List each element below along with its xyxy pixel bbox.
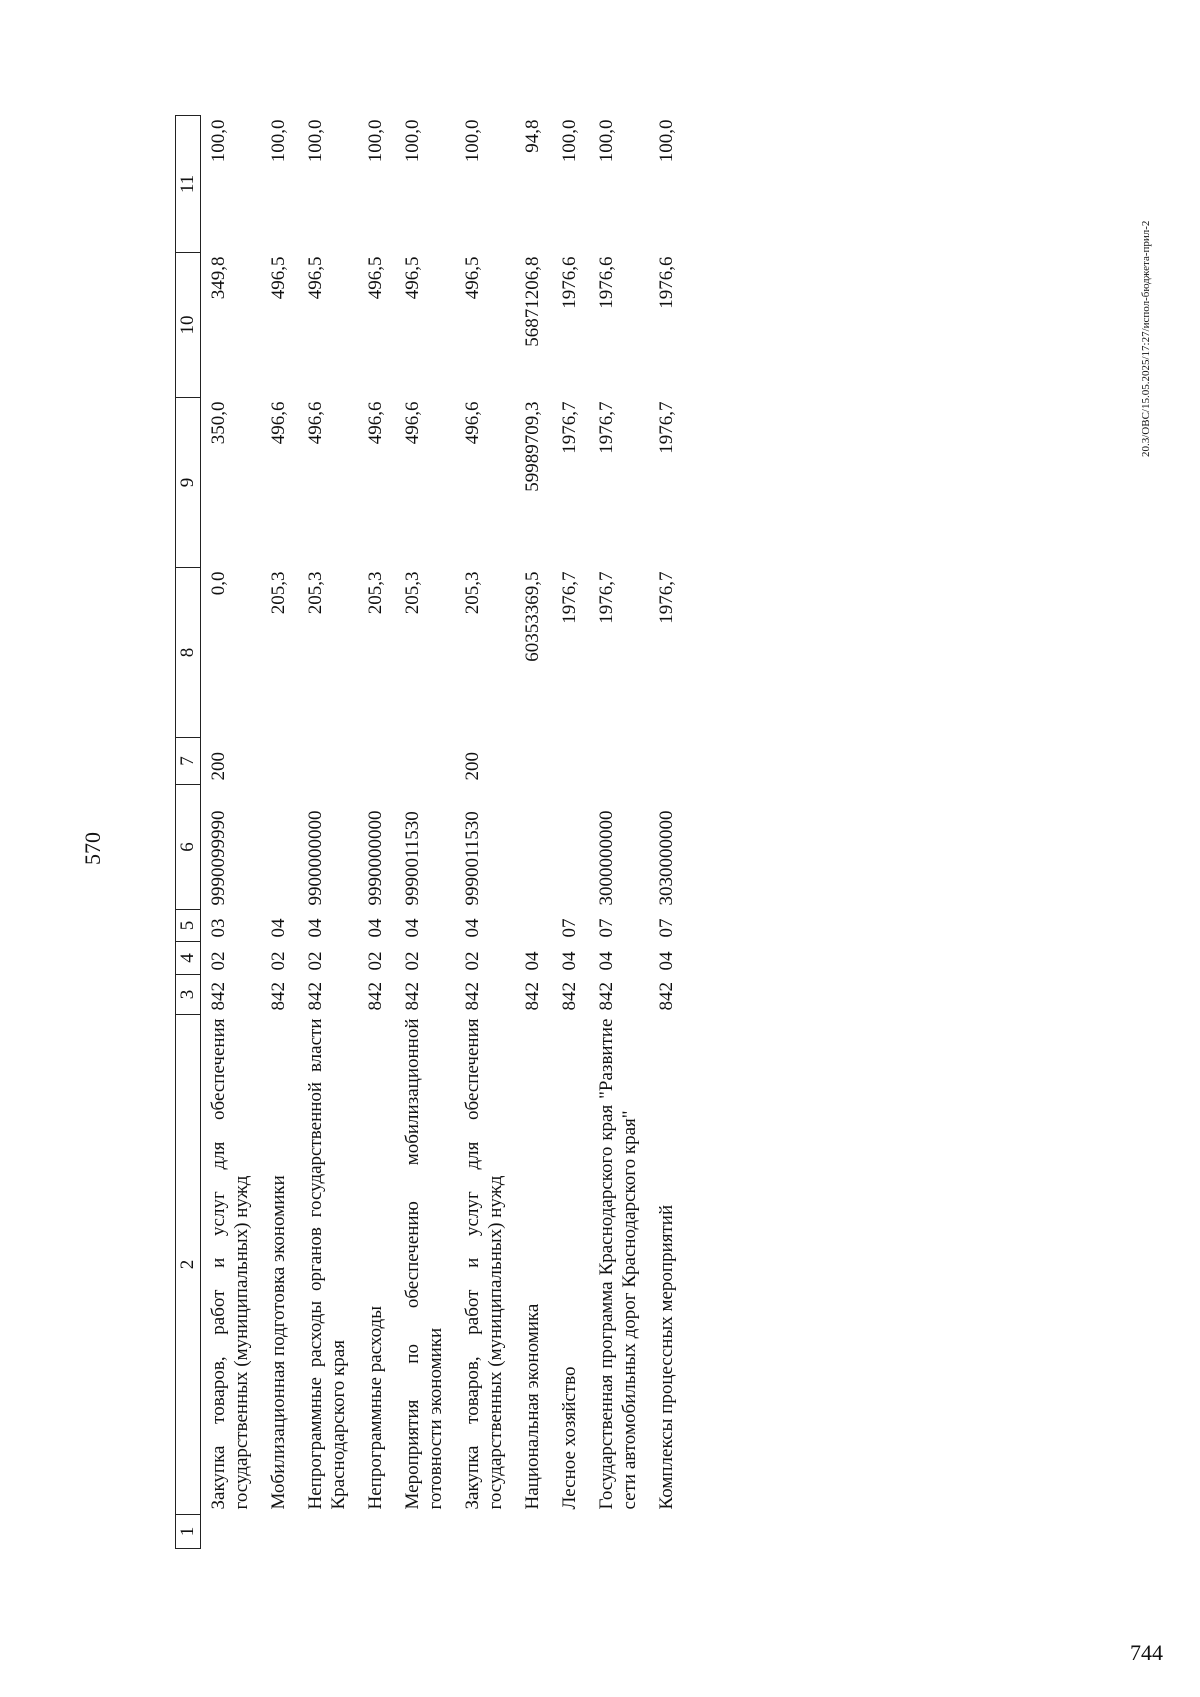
cell-desc: Закупка товаров, работ и услуг для обеспечения государственных (муниципальных) нужд bbox=[208, 1018, 252, 1510]
cell-c11: 100,0 bbox=[402, 119, 423, 163]
cell-col1 bbox=[261, 1515, 298, 1549]
cell-c8: 1976,7 bbox=[559, 571, 580, 624]
cell-c7: 200 bbox=[208, 752, 229, 781]
cell-c4: 02 bbox=[268, 951, 289, 971]
table-row bbox=[298, 116, 358, 1549]
cell-col1 bbox=[515, 1515, 552, 1549]
table-row bbox=[552, 116, 589, 1549]
cell-desc: Закупка товаров, работ и услуг для обеспечения государственных (муниципальных) нужд bbox=[462, 1018, 506, 1510]
cell-c6: 9990011530 bbox=[462, 811, 483, 906]
cell-c9: 1976,7 bbox=[559, 401, 580, 454]
cell-c8: 205,3 bbox=[402, 571, 423, 615]
cell-c11: 100,0 bbox=[365, 119, 386, 163]
cell-c5: 07 bbox=[596, 918, 617, 938]
cell-desc: Мероприятия по обеспечению мобилизационной готовности экономики bbox=[402, 1018, 446, 1510]
cell-c11: 94,8 bbox=[522, 119, 543, 153]
header-row bbox=[176, 116, 201, 1549]
cell-c7: 200 bbox=[462, 752, 483, 781]
cell-c3: 842 bbox=[268, 982, 289, 1011]
cell-c7 bbox=[552, 738, 589, 785]
cell-c5: 04 bbox=[365, 918, 386, 938]
cell-c6: 3000000000 bbox=[596, 810, 617, 906]
cell-c10: 56871206,8 bbox=[522, 256, 543, 347]
cell-c7 bbox=[358, 738, 395, 785]
cell-c4: 02 bbox=[365, 951, 386, 971]
cell-c7 bbox=[395, 738, 455, 785]
cell-c11: 100,0 bbox=[596, 119, 617, 163]
cell-c5: 04 bbox=[402, 918, 423, 938]
cell-c3: 842 bbox=[305, 982, 326, 1011]
cell-c8: 205,3 bbox=[268, 571, 289, 615]
header-cell: 8 bbox=[176, 568, 201, 738]
table-row bbox=[455, 116, 515, 1549]
cell-c9: 496,6 bbox=[462, 401, 483, 445]
cell-c8: 1976,7 bbox=[656, 571, 677, 624]
cell-desc: Мобилизационная подготовка экономики bbox=[268, 1175, 289, 1510]
header-cell: 3 bbox=[176, 975, 201, 1015]
table-row bbox=[261, 116, 298, 1549]
header-cell: 5 bbox=[176, 910, 201, 942]
cell-c9: 496,6 bbox=[268, 401, 289, 445]
page-total: 744 bbox=[1130, 1640, 1163, 1665]
cell-c10: 496,5 bbox=[365, 256, 386, 300]
cell-c10: 1976,6 bbox=[559, 256, 580, 309]
cell-c11: 100,0 bbox=[208, 119, 229, 163]
cell-c5: 04 bbox=[305, 918, 326, 938]
table-row bbox=[515, 116, 552, 1549]
cell-c5: 03 bbox=[208, 918, 229, 938]
cell-col1 bbox=[552, 1515, 589, 1549]
cell-c7 bbox=[515, 738, 552, 785]
cell-c9: 496,6 bbox=[365, 401, 386, 445]
header-cell: 7 bbox=[176, 738, 201, 785]
table-row bbox=[358, 116, 395, 1549]
cell-desc: Государственная программа Краснодарского края "Развитие сети автомобильных дорог Краснодарского края" bbox=[596, 1018, 640, 1510]
cell-c4: 02 bbox=[305, 951, 326, 971]
cell-col1 bbox=[589, 1515, 649, 1549]
cell-c11: 100,0 bbox=[462, 119, 483, 163]
cell-c4: 04 bbox=[522, 951, 543, 971]
cell-c4: 04 bbox=[656, 951, 677, 971]
header-cell: 2 bbox=[176, 1015, 201, 1515]
cell-c8: 205,3 bbox=[365, 571, 386, 615]
cell-c9: 1976,7 bbox=[596, 401, 617, 454]
cell-col1 bbox=[649, 1515, 686, 1549]
cell-c3: 842 bbox=[522, 982, 543, 1011]
cell-c9: 350,0 bbox=[208, 401, 229, 445]
cell-c9: 1976,7 bbox=[656, 401, 677, 454]
cell-col1 bbox=[358, 1515, 395, 1549]
cell-c5 bbox=[515, 910, 552, 942]
cell-c3: 842 bbox=[596, 982, 617, 1011]
cell-c8: 205,3 bbox=[462, 571, 483, 615]
cell-c11: 100,0 bbox=[268, 119, 289, 163]
cell-c5: 07 bbox=[656, 918, 677, 938]
cell-c7 bbox=[649, 738, 686, 785]
cell-c11: 100,0 bbox=[305, 119, 326, 163]
cell-c5: 04 bbox=[462, 918, 483, 938]
cell-col1 bbox=[455, 1515, 515, 1549]
cell-c5: 07 bbox=[559, 918, 580, 938]
cell-c11: 100,0 bbox=[559, 119, 580, 163]
table-row bbox=[201, 116, 262, 1549]
cell-c4: 02 bbox=[462, 951, 483, 971]
cell-c10: 496,5 bbox=[305, 256, 326, 300]
cell-c6 bbox=[261, 785, 298, 910]
cell-c6 bbox=[515, 785, 552, 910]
header-cell: 11 bbox=[176, 116, 201, 253]
cell-c6: 9990099990 bbox=[208, 810, 229, 906]
cell-c7 bbox=[298, 738, 358, 785]
header-cell: 4 bbox=[176, 942, 201, 975]
cell-c3: 842 bbox=[656, 982, 677, 1011]
page-number: 570 bbox=[80, 832, 105, 865]
table-row bbox=[395, 116, 455, 1549]
cell-c6: 3030000000 bbox=[656, 810, 677, 906]
cell-c6: 9900000000 bbox=[305, 810, 326, 906]
cell-c10: 496,5 bbox=[268, 256, 289, 300]
cell-c3: 842 bbox=[462, 982, 483, 1011]
budget-table bbox=[175, 115, 686, 1549]
cell-c7 bbox=[589, 738, 649, 785]
cell-desc: Национальная экономика bbox=[522, 1303, 543, 1510]
header-cell: 9 bbox=[176, 398, 201, 568]
cell-desc: Непрограммные расходы органов государственной власти Краснодарского края bbox=[305, 1018, 349, 1510]
cell-col1 bbox=[298, 1515, 358, 1549]
cell-col1 bbox=[395, 1515, 455, 1549]
cell-c10: 1976,6 bbox=[596, 256, 617, 309]
cell-c11: 100,0 bbox=[656, 119, 677, 163]
cell-c4: 04 bbox=[559, 951, 580, 971]
header-cell: 1 bbox=[176, 1515, 201, 1549]
cell-c3: 842 bbox=[559, 982, 580, 1011]
cell-c4: 04 bbox=[596, 951, 617, 971]
cell-c3: 842 bbox=[402, 982, 423, 1011]
cell-desc: Комплексы процессных мероприятий bbox=[656, 1204, 677, 1510]
cell-c3: 842 bbox=[365, 982, 386, 1011]
cell-col1 bbox=[201, 1515, 262, 1549]
cell-desc: Лесное хозяйство bbox=[559, 1366, 580, 1510]
cell-c6: 9990011530 bbox=[402, 811, 423, 906]
footer-code: 20.3/ОВС/15.05.2025/17:27/испол-бюджета-прил-2 bbox=[1140, 220, 1152, 457]
cell-c8: 205,3 bbox=[305, 571, 326, 615]
cell-c10: 496,5 bbox=[402, 256, 423, 300]
cell-c9: 496,6 bbox=[402, 401, 423, 445]
cell-c9: 59989709,3 bbox=[522, 401, 543, 492]
cell-c10: 496,5 bbox=[462, 256, 483, 300]
table-row bbox=[589, 116, 649, 1549]
cell-c10: 349,8 bbox=[208, 256, 229, 300]
cell-c7 bbox=[261, 738, 298, 785]
cell-desc: Непрограммные расходы bbox=[365, 1306, 386, 1510]
table-row bbox=[649, 116, 686, 1549]
cell-c6: 9990000000 bbox=[365, 810, 386, 906]
cell-c5: 04 bbox=[268, 918, 289, 938]
cell-c8: 0,0 bbox=[208, 571, 229, 596]
cell-c4: 02 bbox=[208, 951, 229, 971]
header-cell: 6 bbox=[176, 785, 201, 910]
cell-c10: 1976,6 bbox=[656, 256, 677, 309]
cell-c8: 1976,7 bbox=[596, 571, 617, 624]
cell-c3: 842 bbox=[208, 982, 229, 1011]
cell-c6 bbox=[552, 785, 589, 910]
header-cell: 10 bbox=[176, 253, 201, 398]
cell-c8: 60353369,5 bbox=[522, 571, 543, 662]
cell-c9: 496,6 bbox=[305, 401, 326, 445]
cell-c4: 02 bbox=[402, 951, 423, 971]
